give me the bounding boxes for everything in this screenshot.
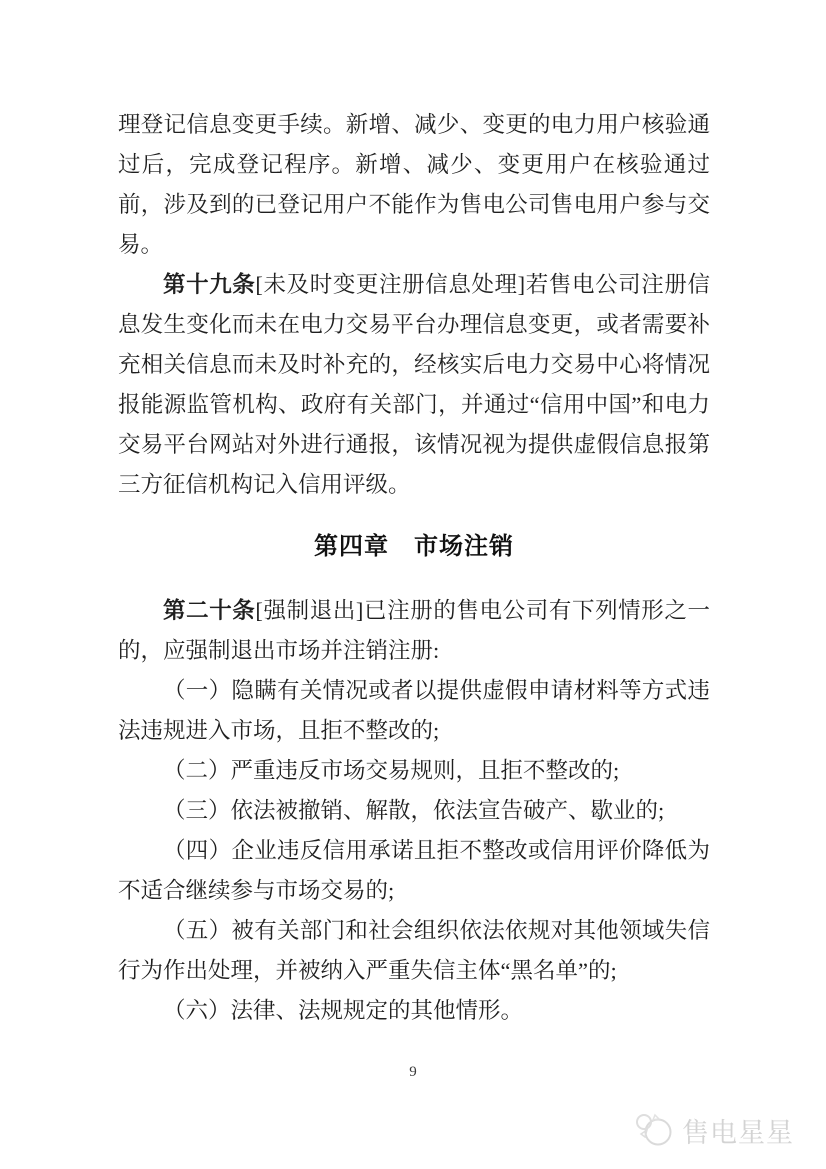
article-19-number: 第十九条 [163, 272, 256, 297]
chapter-heading: 第四章 市场注销 [314, 533, 514, 560]
article-19-paragraph [118, 265, 710, 505]
watermark-logo-icon [633, 1110, 675, 1150]
article-20-text: [强制退出]已注册的售电公司有下列情形之一的，应强制退出市场并注销注册: [118, 598, 710, 663]
article-20-number: 第二十条 [163, 598, 256, 623]
watermark [633, 1110, 794, 1150]
list-item-6: （六）法律、法规规定的其他情形。 [163, 998, 524, 1023]
list-item-1: （一）隐瞒有关情况或者以提供虚假申请材料等方式违法违规进入市场，且拒不整改的; [118, 678, 710, 743]
document-body [118, 105, 710, 1031]
continuation-paragraph: 理登记信息变更手续。新增、减少、变更的电力用户核验通过后，完成登记程序。新增、减少、变更用户在核验通过前，涉及到的已登记用户不能作为售电公司售电用户参与交易。 [118, 112, 710, 257]
article-20-paragraph [118, 591, 710, 671]
list-item-5: （五）被有关部门和社会组织依法依规对其他领域失信行为作出处理，并被纳入严重失信主体“黑名单”的; [118, 918, 710, 983]
watermark-label: 售电星星 [682, 1117, 794, 1148]
page-number: 9 [409, 1064, 417, 1080]
list-item-3: （三）依法被撤销、解散，依法宣告破产、歇业的; [163, 798, 665, 823]
list-item-4: （四）企业违反信用承诺且拒不整改或信用评价降低为不适合继续参与市场交易的; [118, 838, 710, 903]
list-item-2: （二）严重违反市场交易规则，且拒不整改的; [163, 758, 620, 783]
article-19-text: [未及时变更注册信息处理]若售电公司注册信息发生变化而未在电力交易平台办理信息变更，或者需要补充相关信息而未及时补充的，经核实后电力交易中心将情况报能源监管机构、政府有关部门，并通过“信用中国”和电力交易平台网站对外进行通报，该情况视为提供虚假信息报第三方征信机构记入信用评级。 [118, 272, 710, 497]
